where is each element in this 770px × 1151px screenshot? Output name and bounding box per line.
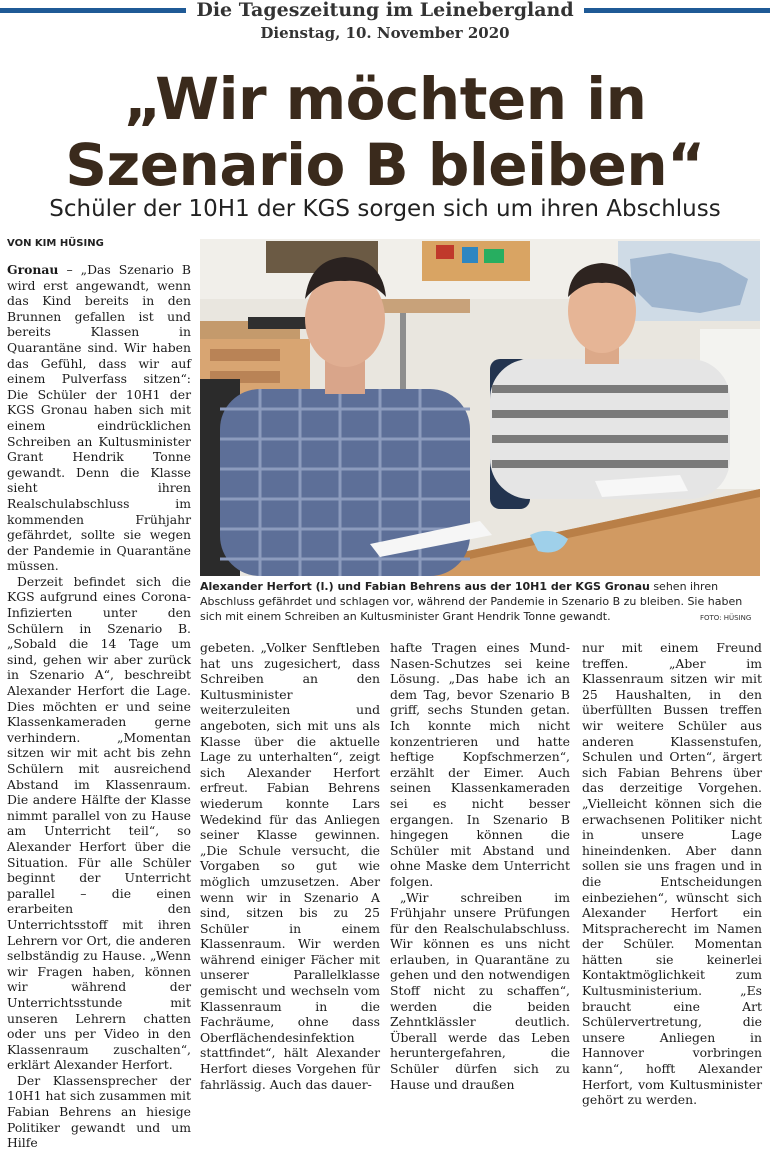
issue-date: Dienstag, 10. November 2020 — [260, 24, 510, 42]
headline — [0, 66, 770, 198]
article-paragraph-1 — [7, 262, 191, 574]
masthead — [0, 0, 770, 52]
article-photo — [200, 239, 760, 576]
article-column-2 — [200, 640, 380, 1092]
article-paragraph-4-end: nur mit einem Freund treffen. „Aber im Klassenraum sitzen wir mit 25 Haushalten, in den überfüllten Bussen treffen wir weitere Schüler aus anderen Klassenstufen, Schulen und Orten“, ärgert sich Fabian Behrens über das derzeitige Vorgehen. „Vielleicht können sich die erwachsenen Politiker nicht in unsere Lage hineindenken. Aber dann sollen sie uns fragen und in die Entscheidungen einbeziehen“, wünscht sich Alexander Herfort ein Mitspracherecht im Namen der Schüler. Momentan hätten sie keinerlei Kontaktmöglichkeit zum Kultusministerium. „Es braucht eine Art Schülervertretung, die unsere Anliegen in Hannover vorbringen kann“, hofft Alexander Herfort, vom Kultusminister gehört zu werden. — [582, 640, 762, 1108]
headline-line-1: „Wir möchten in — [123, 65, 647, 133]
photo-caption — [200, 579, 762, 624]
article-paragraph-3-start: Der Klassensprecher der 10H1 hat sich zusammen mit Fabian Behrens an hiesige Politiker gewandt und um Hilfe — [7, 1072, 191, 1151]
article-column-3 — [390, 640, 570, 1092]
byline: VON KIM HÜSING — [7, 238, 104, 249]
headline-line-2: Szenario B bleiben“ — [65, 131, 705, 199]
caption-names: Alexander Herfort (l.) und Fabian Behrens aus der 10H1 der KGS Gronau — [200, 580, 650, 593]
photo-credit: FOTO: HÜSING — [700, 614, 752, 622]
article-lead: – „Das Szenario B wird erst angewandt, wenn das Kind bereits in den Brunnen gefallen ist und bereits Klassen in Quarantäne sind. Wir haben das Gefühl, dass wir auf einem Pulverfass sitzen“: Die Schüler der 10H1 der KGS Gronau haben sich mit einem eindrücklichen Schreiben an Kultusminister Grant Hendrik Tonne gewandt. Denn die Klasse sieht ihren Realschulabschluss im kommenden Frühjahr gefährdet, sollte sie wegen der Pandemie in Quarantäne müssen. — [7, 262, 191, 574]
article-paragraph-3-cont: gebeten. „Volker Senftleben hat uns zugesichert, dass Schreiben an den Kultusminister weiterzuleiten und angeboten, sich mit uns als Klasse über die aktuelle Lage zu unterhalten“, zeigt sich Alexander Herfort erfreut. Fabian Behrens wiederum konnte Lars Wedekind für das Anliegen seiner Klasse gewinnen. „Die Schule versucht, die Vorgaben so gut wie möglich umzusetzen. Aber wenn wir in Szenario A sind, sitzen bis zu 25 Schüler in einem Klassenraum. Wir werden während einiger Fächer mit unserer Parallelklasse gemischt und wechseln vom Klassenraum in die Fachräume, ohne dass Oberflächendesinfektion stattfindet“, hält Alexander Herfort dieses Vorgehen für fahrlässig. Auch das dauer- — [200, 640, 380, 1092]
caption-text: sehen ihren Abschluss gefährdet und schlagen vor, während der Pandemie in Szenario B zu bleiben. Sie haben sich mit einem Schreiben an Kultusminister Grant Hendrik Tonne gewandt. — [200, 580, 743, 623]
subheadline: Schüler der 10H1 der KGS sorgen sich um ihren Abschluss — [49, 196, 721, 222]
dateline: Gronau — [7, 262, 59, 277]
article-column-4 — [582, 640, 762, 1108]
article-column-1 — [7, 262, 191, 1151]
article-paragraph-2: Derzeit befindet sich die KGS aufgrund eines Corona-Infizierten unter den Schülern in Szenario B. „Sobald die 14 Tage um sind, gehen wir aber zurück in Szenario A“, beschreibt Alexander Herfort die Lage. Dies möchten er und seine Klassenkameraden gerne verhindern. „Momentan sitzen wir mit acht bis zehn Schülern mit ausreichend Abstand im Klassenraum. Die andere Hälfte der Klasse nimmt parallel von zu Hause am Unterricht teil“, so Alexander Herfort über die Situation. Für alle Schüler beginnt der Unterricht parallel – die einen erarbeiten den Unterrichtsstoff mit ihren Lehrern vor Ort, die anderen selbständig zu Hause. „Wenn wir Fragen haben, können wir während der Unterrichtsstunde mit unseren Lehrern chatten oder uns per Video in den Klassenraum zuschalten“, erklärt Alexander Herfort. — [7, 573, 191, 1073]
article-paragraph-4-start: „Wir schreiben im Frühjahr unsere Prüfungen für den Realschulabschluss. Wir können es uns nicht erlauben, in Quarantäne zu gehen und den notwendigen Stoff nicht zu schaffen“, werden die beiden Zehntklässler deutlich. Überall werde das Leben heruntergefahren, die Schüler dürfen sich zu Hause und draußen — [390, 889, 570, 1092]
newspaper-title: Die Tageszeitung im Leinebergland — [196, 0, 574, 21]
article-paragraph-3-end: hafte Tragen eines Mund-Nasen-Schutzes sei keine Lösung. „Das habe ich an dem Tag, bevor Szenario B griff, sechs Stunden getan. Ich konnte mich nicht konzentrieren und hatte heftige Kopfschmerzen“, erzählt der Eimer. Auch seinen Klassenkameraden sei es nicht besser ergangen. In Szenario B hingegen können die Schüler mit Abstand und ohne Maske dem Unterricht folgen. — [390, 640, 570, 889]
photo-illustration — [200, 239, 760, 576]
